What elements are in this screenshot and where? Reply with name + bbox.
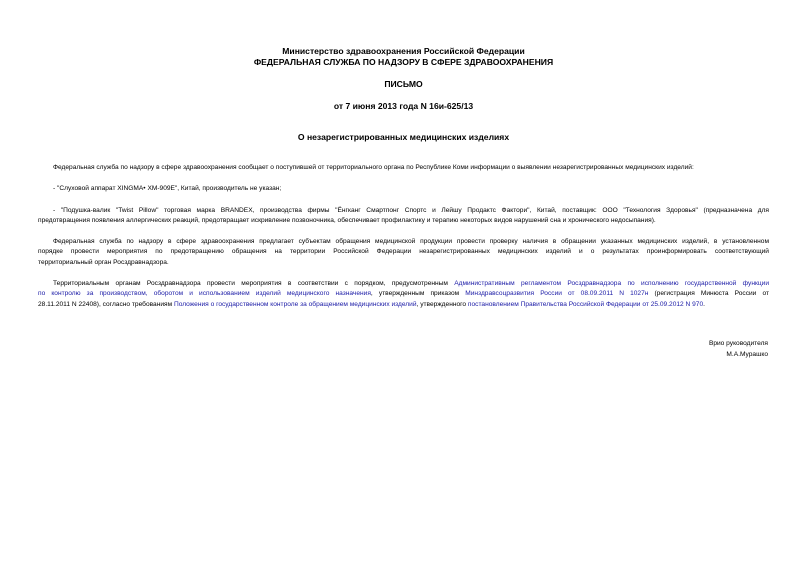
document-subject: О незарегистрированных медицинских изделиях (297, 132, 510, 142)
paragraph-5-text: (регистрация Минюста России от (648, 290, 769, 298)
service-title: ФЕДЕРАЛЬНАЯ СЛУЖБА ПО НАДЗОРУ В СФЕРЕ ЗДРАВООХРАНЕНИЯ (253, 57, 554, 67)
paragraph-3-line-2: предотвращения появления аллергических реакций, предотвращает искривление позвоночника, обеспечивает профилактику и терапию некоторых видов нарушений сна и хронического недосыпания). (38, 217, 656, 225)
document-date-number: от 7 июня 2013 года N 16и-625/13 (333, 101, 474, 111)
paragraph-5-text: 28.11.2011 N 22408), согласно требованиям (38, 300, 174, 308)
paragraph-3 (38, 206, 769, 227)
paragraph-1 (38, 163, 769, 173)
paragraph-5-text: , утвержденного (416, 300, 468, 308)
signatory-name: М.А.Мурашко (726, 351, 768, 358)
signatory-position: Врио руководителя (708, 340, 768, 347)
paragraph-3-line-1: - "Подушка-валик "Twist Pillow" торговая марка BRANDEX, производства фирмы "Ёнгканг Смартпонг Спортс и Лейшу Продактс Фактори", Китай, поставщик: ООО "Технология Здоровья" (предназначена для (53, 207, 769, 214)
paragraph-5-text: . (703, 300, 705, 308)
document-type: ПИСЬМО (384, 79, 423, 89)
paragraph-4-line-2: порядке провести мероприятия по предотвращению обращения на территории Российской Федерации незарегистрированных медицинских изделий и о результатах проинформировать соответствующий (38, 248, 769, 256)
paragraph-4-line-3: территориальный орган Росздравнадзора. (38, 258, 169, 266)
paragraph-4-line-1: Федеральная служба по надзору в сфере здравоохранения предлагает субъектам обращения медицинской продукции провести проверку наличия в обращении указанных медицинских изделий, в установленном (53, 238, 769, 245)
paragraph-5-text: , утвержденным приказом (370, 290, 466, 298)
paragraph-5-text: Территориальным органам Росздравнадзора провести мероприятия в соответствии с порядком, предусмотренным (53, 280, 455, 287)
paragraph-5-line-3 (38, 300, 769, 310)
ministry-title: Министерство здравоохранения Российской Федерации (282, 46, 525, 56)
paragraph-4 (38, 237, 769, 268)
paragraph-2-text: - "Слуховой аппарат XINGMA• XM-909E", Китай, производитель не указан; (53, 185, 282, 192)
admin-regulation-link[interactable]: Административным регламентом Росздравнадзора по исполнению государственной функции (454, 280, 769, 287)
state-control-regulation-link[interactable]: Положения о государственном контроле за обращением медицинских изделий (173, 300, 417, 308)
ministry-order-link[interactable]: Минздравсоцразвития России от 08.09.2011 N 1027н (465, 290, 649, 298)
paragraph-5-line-1 (38, 279, 769, 289)
paragraph-5-line-2 (38, 289, 769, 299)
government-resolution-link[interactable]: постановлением Правительства Российской Федерации от 25.09.2012 N 970 (467, 300, 704, 308)
paragraph-2 (38, 184, 769, 194)
paragraph-1-text: Федеральная служба по надзору в сфере здравоохранения сообщает о поступившей от территориального органа по Республике Коми информации о выявлении незарегистрированных медицинских изделий: (53, 164, 694, 171)
paragraph-5 (38, 279, 769, 310)
admin-regulation-link-continued[interactable]: по контролю за производством, оборотом и использованием изделий медицинского назначения (38, 290, 371, 298)
